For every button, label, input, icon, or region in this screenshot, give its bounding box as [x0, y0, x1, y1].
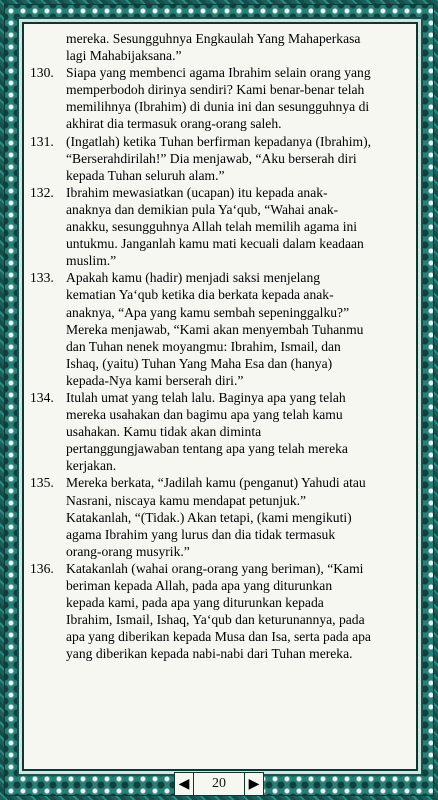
text-line: Apakah kamu (hadir) menjadi saksi menjelang [66, 270, 321, 286]
verse [30, 269, 408, 389]
pager [174, 772, 264, 796]
verse-text [66, 389, 408, 474]
text-line: usahakan. Kamu tidak akan diminta [66, 424, 262, 440]
text-line: kerjakan. [66, 458, 117, 474]
text-line: kepada Tuhan seluruh alam.” [66, 167, 225, 183]
verse-number: 130. [30, 65, 54, 81]
text-line: yang diberikan kepada nabi-nabi dari Tuhan mereka. [66, 646, 353, 662]
verse [30, 560, 408, 663]
page-number: 20 [193, 773, 245, 795]
verse-text [66, 560, 408, 663]
text-line: Ishaq, (yaitu) Tuhan Yang Maha Esa dan (hanya) [66, 355, 333, 371]
verse-text [66, 474, 408, 559]
verse [30, 474, 408, 559]
text-line: Siapa yang membenci agama Ibrahim selain orang yang [66, 65, 371, 81]
text-line: anakku, sesungguhnya Allah telah memilih agama ini [66, 219, 358, 235]
text-line: Ibrahim mewasiatkan (ucapan) itu kepada anak- [66, 184, 328, 200]
text-line: “Berserahdirilah!” Dia menjawab, “Aku berserah diri [66, 150, 357, 166]
page-content [30, 30, 408, 762]
next-page-icon[interactable]: ▶ [248, 776, 260, 792]
verse-number: 133. [30, 270, 54, 286]
verse [30, 64, 408, 132]
verse-text [66, 269, 408, 389]
verse [30, 184, 408, 269]
verse [30, 133, 408, 184]
verse-text [66, 184, 408, 269]
text-line: Itulah umat yang telah lalu. Baginya apa yang telah [66, 389, 346, 405]
text-line: kematian Ya‘qub ketika dia berkata kepada anak- [66, 287, 334, 303]
text-line: kepada kami, pada apa yang diturunkan kepada [66, 595, 324, 611]
text-line: beriman kepada Allah, pada apa yang diturunkan [66, 578, 333, 593]
verse-number: 136. [30, 560, 54, 576]
text-line: akhirat dia termasuk orang-orang saleh. [66, 116, 282, 132]
text-line: kepada-Nya kami berserah diri.” [66, 372, 244, 388]
text-line: mereka usahakan dan bagimu apa yang telah kamu [66, 407, 343, 423]
text-line: orang-orang musyrik.” [66, 543, 190, 559]
text-line: (Ingatlah) ketika Tuhan berfirman kepadanya (Ibrahim), [66, 133, 371, 149]
verse-number: 131. [30, 133, 54, 149]
text-line: Katakanlah (wahai orang-orang yang beriman), “Kami [66, 560, 364, 576]
text-line: memperbodoh dirinya sendiri? Kami benar-benar telah [66, 82, 365, 98]
text-line: pertanggungjawaban tentang apa yang telah mereka [66, 441, 348, 457]
page-navigation [0, 768, 438, 800]
text-line: mereka. Sesungguhnya Engkaulah Yang Mahaperkasa [66, 31, 361, 46]
verse-list [30, 64, 408, 662]
text-line: apa yang diberikan kepada Musa dan Isa, serta pada apa [66, 629, 371, 645]
text-line: Ibrahim, Ismail, Ishaq, Ya‘qub dan keturunannya, pada [66, 612, 365, 628]
text-line: anaknya, “Apa yang kamu sembah sepeninggalku?” [66, 304, 350, 320]
verse-number: 132. [30, 184, 54, 200]
text-line: memilihnya (Ibrahim) di dunia ini dan sesungguhnya di [66, 99, 370, 115]
text-line: Mereka berkata, “Jadilah kamu (penganut) Yahudi atau [66, 475, 366, 491]
verse [30, 389, 408, 474]
text-line: Mereka menjawab, “Kami akan menyembah Tuhanmu [66, 321, 364, 337]
verse-text [66, 133, 408, 184]
text-line: untukmu. Janganlah kamu mati kecuali dalam keadaan [66, 236, 364, 252]
text-line: Nasrani, niscaya kamu mendapat petunjuk.” [66, 492, 307, 508]
verse-text [66, 64, 408, 132]
text-line: lagi Mahabijaksana.” [66, 48, 182, 64]
text-line: dan Tuhan nenek moyangmu: Ibrahim, Ismail, dan [66, 338, 341, 354]
text-line: agama Ibrahim yang lurus dan dia tidak termasuk [66, 526, 336, 542]
prev-page-icon[interactable]: ◀ [178, 776, 190, 792]
verse-number: 134. [30, 389, 54, 405]
intro-continuation [30, 30, 408, 64]
text-line: muslim.” [66, 253, 117, 269]
text-line: Katakanlah, “(Tidak.) Akan tetapi, (kami mengikuti) [66, 509, 352, 525]
text-line: anaknya dan demikian pula Ya‘qub, “Wahai anak- [66, 201, 339, 217]
verse-number: 135. [30, 475, 54, 491]
